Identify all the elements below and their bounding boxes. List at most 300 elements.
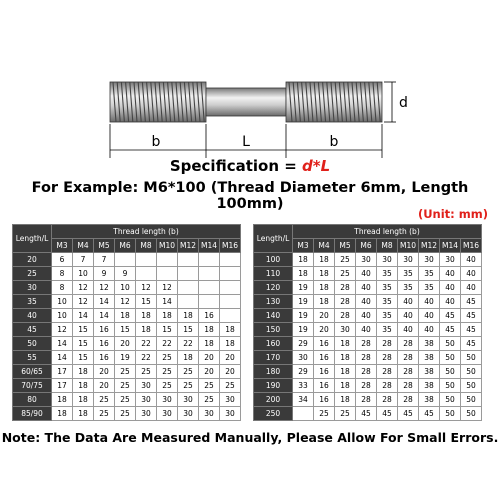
row-length: 160 [254, 337, 293, 351]
stud-bolt-diagram [0, 0, 500, 160]
size-header-m3: M3 [52, 239, 73, 253]
thread-length-cell: 18 [73, 379, 94, 393]
thread-length-cell: 18 [314, 267, 335, 281]
thread-length-cell: 12 [94, 281, 115, 295]
row-length: 150 [254, 323, 293, 337]
thread-length-cell: 25 [335, 253, 356, 267]
thread-length-cell: 40 [440, 267, 461, 281]
row-length: 140 [254, 309, 293, 323]
table-row [13, 309, 241, 323]
thread-length-cell [157, 253, 178, 267]
thread-length-cell: 14 [94, 309, 115, 323]
thread-length-cell: 50 [440, 393, 461, 407]
thread-length-cell: 18 [293, 267, 314, 281]
thread-length-cell: 40 [356, 267, 377, 281]
row-length: 190 [254, 379, 293, 393]
thread-length-cell: 9 [115, 267, 136, 281]
thread-length-cell: 50 [461, 393, 482, 407]
thread-length-cell: 35 [377, 323, 398, 337]
size-header-m8: M8 [136, 239, 157, 253]
thread-length-cell: 40 [356, 295, 377, 309]
spec-formula: d*L [302, 157, 331, 175]
thread-length-cell: 35 [398, 281, 419, 295]
thread-length-cell [178, 281, 199, 295]
thread-length-cell: 18 [73, 393, 94, 407]
thread-length-cell: 10 [73, 267, 94, 281]
thread-length-cell: 16 [314, 379, 335, 393]
table-row [254, 337, 482, 351]
thread-length-cell: 30 [398, 253, 419, 267]
specification-line [0, 157, 500, 175]
table-row [13, 253, 241, 267]
thread-length-cell: 7 [94, 253, 115, 267]
table-row [254, 393, 482, 407]
table-row [13, 323, 241, 337]
thread-length-cell: 18 [73, 407, 94, 421]
thread-length-cell: 30 [377, 253, 398, 267]
thread-length-header: Thread length (b) [52, 225, 241, 239]
table-row [13, 379, 241, 393]
row-length: 170 [254, 351, 293, 365]
thread-length-cell: 15 [115, 323, 136, 337]
thread-length-cell: 50 [440, 351, 461, 365]
thread-length-cell: 40 [419, 295, 440, 309]
thread-length-cell: 33 [293, 379, 314, 393]
thread-length-cell: 18 [157, 309, 178, 323]
thread-length-cell: 38 [419, 393, 440, 407]
thread-length-cell: 29 [293, 365, 314, 379]
table-row [254, 323, 482, 337]
length-header: Length/L [13, 225, 52, 253]
row-length: 30 [13, 281, 52, 295]
thread-length-cell: 50 [461, 351, 482, 365]
thread-length-cell: 20 [115, 337, 136, 351]
thread-length-cell [220, 253, 241, 267]
thread-length-cell: 18 [335, 379, 356, 393]
thread-length-cell: 18 [220, 323, 241, 337]
thread-length-cell: 19 [293, 309, 314, 323]
thread-length-cell: 30 [136, 379, 157, 393]
size-header-m6: M6 [115, 239, 136, 253]
thread-length-cell: 30 [157, 407, 178, 421]
thread-length-cell: 16 [94, 337, 115, 351]
thread-length-cell: 7 [73, 253, 94, 267]
thread-length-cell: 34 [293, 393, 314, 407]
thread-length-cell: 30 [136, 407, 157, 421]
thread-length-cell: 25 [335, 407, 356, 421]
thread-length-cell: 10 [115, 281, 136, 295]
thread-length-cell: 38 [419, 337, 440, 351]
thread-length-cell: 15 [73, 323, 94, 337]
thread-length-cell: 40 [461, 253, 482, 267]
size-header-m5: M5 [94, 239, 115, 253]
thread-length-cell: 10 [52, 309, 73, 323]
thread-length-cell [178, 267, 199, 281]
thread-length-cell: 18 [314, 295, 335, 309]
row-length: 70/75 [13, 379, 52, 393]
thread-length-cell: 18 [293, 253, 314, 267]
thread-length-cell: 25 [115, 393, 136, 407]
thread-length-cell: 25 [157, 379, 178, 393]
size-header-m16: M16 [220, 239, 241, 253]
thread-length-cell: 12 [52, 323, 73, 337]
row-length: 130 [254, 295, 293, 309]
thread-length-cell [199, 253, 220, 267]
thread-length-cell: 28 [356, 351, 377, 365]
thread-length-cell: 18 [335, 365, 356, 379]
row-length: 25 [13, 267, 52, 281]
size-header-m4: M4 [73, 239, 94, 253]
thread-length-cell: 35 [377, 295, 398, 309]
thread-length-cell: 16 [199, 309, 220, 323]
thread-length-cell: 9 [94, 267, 115, 281]
thread-length-cell: 18 [314, 281, 335, 295]
thread-length-cell: 28 [335, 281, 356, 295]
thread-length-cell: 15 [136, 295, 157, 309]
thread-length-cell: 50 [461, 379, 482, 393]
thread-length-cell: 30 [356, 253, 377, 267]
thread-length-cell: 22 [136, 337, 157, 351]
table-row [13, 267, 241, 281]
thread-length-cell: 35 [377, 281, 398, 295]
size-header-m12: M12 [178, 239, 199, 253]
size-header-m10: M10 [398, 239, 419, 253]
thread-length-cell: 25 [178, 365, 199, 379]
thread-length-cell: 25 [94, 393, 115, 407]
table-row [254, 365, 482, 379]
thread-length-cell: 25 [220, 379, 241, 393]
thread-length-cell: 38 [419, 379, 440, 393]
size-header-m10: M10 [157, 239, 178, 253]
thread-length-cell: 22 [157, 337, 178, 351]
thread-length-cell: 18 [178, 351, 199, 365]
row-length: 40 [13, 309, 52, 323]
thread-length-cell [220, 295, 241, 309]
table-row [13, 337, 241, 351]
thread-length-cell: 12 [73, 295, 94, 309]
thread-length-cell: 25 [136, 365, 157, 379]
thread-length-cell: 10 [52, 295, 73, 309]
thread-length-cell: 30 [157, 393, 178, 407]
thread-length-cell: 22 [136, 351, 157, 365]
thread-length-cell: 28 [398, 365, 419, 379]
thread-length-cell: 45 [461, 337, 482, 351]
table-row [13, 281, 241, 295]
thread-length-cell: 18 [136, 309, 157, 323]
row-length: 60/65 [13, 365, 52, 379]
thread-length-cell: 18 [52, 407, 73, 421]
thread-length-cell: 28 [335, 295, 356, 309]
disclaimer-note: Note: The Data Are Measured Manually, Please Allow For Small Errors. [1, 430, 499, 445]
table-row [254, 379, 482, 393]
thread-length-cell: 25 [199, 393, 220, 407]
thread-length-table-right [253, 224, 482, 421]
thread-length-cell: 25 [178, 379, 199, 393]
thread-length-cell [199, 295, 220, 309]
thread-length-cell: 40 [440, 295, 461, 309]
thread-length-cell: 28 [377, 365, 398, 379]
thread-length-cell: 28 [398, 393, 419, 407]
thread-length-cell: 14 [73, 309, 94, 323]
thread-length-cell: 40 [356, 309, 377, 323]
thread-length-cell: 28 [377, 351, 398, 365]
table-row [254, 351, 482, 365]
thread-length-cell: 14 [157, 295, 178, 309]
thread-length-cell: 16 [314, 365, 335, 379]
thread-length-cell: 14 [52, 337, 73, 351]
thread-length-cell: 18 [178, 309, 199, 323]
table-row [13, 295, 241, 309]
table-row [13, 407, 241, 421]
thread-length-cell: 12 [115, 295, 136, 309]
thread-length-cell [136, 253, 157, 267]
thread-length-cell: 28 [335, 309, 356, 323]
thread-length-cell [220, 281, 241, 295]
thread-length-cell: 20 [199, 365, 220, 379]
thread-length-cell: 8 [52, 267, 73, 281]
thread-length-cell: 40 [440, 281, 461, 295]
thread-length-cell: 45 [461, 323, 482, 337]
thread-length-cell: 45 [440, 309, 461, 323]
thread-length-cell: 20 [94, 365, 115, 379]
thread-length-cell: 28 [377, 379, 398, 393]
thread-length-cell [178, 295, 199, 309]
thread-length-cell: 38 [419, 351, 440, 365]
thread-length-cell: 18 [115, 309, 136, 323]
thread-length-cell: 25 [199, 379, 220, 393]
thread-length-cell: 45 [461, 309, 482, 323]
size-header-m5: M5 [335, 239, 356, 253]
thread-length-cell: 28 [356, 379, 377, 393]
row-length: 55 [13, 351, 52, 365]
thread-length-cell: 45 [356, 407, 377, 421]
thread-length-cell [199, 267, 220, 281]
row-length: 35 [13, 295, 52, 309]
thread-length-cell: 14 [52, 351, 73, 365]
thread-length-cell: 40 [461, 281, 482, 295]
unit-label: (Unit: mm) [417, 207, 488, 221]
row-length: 80 [13, 393, 52, 407]
thread-length-cell: 25 [115, 407, 136, 421]
thread-length-cell: 30 [136, 393, 157, 407]
thread-length-cell [199, 281, 220, 295]
thread-length-cell: 19 [115, 351, 136, 365]
thread-length-cell: 18 [335, 337, 356, 351]
thread-length-cell: 40 [356, 281, 377, 295]
table-row [13, 351, 241, 365]
thread-length-cell: 28 [356, 393, 377, 407]
table-row [13, 365, 241, 379]
thread-length-cell: 25 [157, 351, 178, 365]
thread-length-cell: 28 [356, 365, 377, 379]
thread-length-cell: 45 [461, 295, 482, 309]
thread-length-cell: 30 [178, 393, 199, 407]
thread-length-cell: 15 [73, 337, 94, 351]
thread-length-cell: 40 [398, 323, 419, 337]
size-header-m12: M12 [419, 239, 440, 253]
thread-length-cell: 28 [398, 337, 419, 351]
size-header-m16: M16 [461, 239, 482, 253]
thread-length-cell: 12 [73, 281, 94, 295]
thread-length-cell: 16 [314, 337, 335, 351]
thread-length-cell: 22 [178, 337, 199, 351]
thread-length-header: Thread length (b) [293, 225, 482, 239]
thread-length-cell: 40 [419, 309, 440, 323]
thread-length-cell: 30 [335, 323, 356, 337]
thread-length-cell [157, 267, 178, 281]
thread-length-cell: 25 [115, 379, 136, 393]
dim-b-left: b [151, 134, 161, 150]
thread-length-cell: 30 [199, 407, 220, 421]
thread-length-cell: 30 [419, 253, 440, 267]
thread-length-cell: 35 [419, 267, 440, 281]
thread-length-cell: 28 [377, 393, 398, 407]
size-header-m14: M14 [440, 239, 461, 253]
thread-length-cell: 16 [94, 351, 115, 365]
thread-length-cell: 18 [314, 253, 335, 267]
row-length: 110 [254, 267, 293, 281]
row-length: 120 [254, 281, 293, 295]
thread-length-cell: 28 [398, 351, 419, 365]
thread-length-cell: 16 [94, 323, 115, 337]
table-row [13, 393, 241, 407]
row-length: 20 [13, 253, 52, 267]
thread-length-cell: 12 [136, 281, 157, 295]
thread-length-cell: 30 [293, 351, 314, 365]
thread-length-cell: 17 [52, 379, 73, 393]
thread-length-cell: 25 [115, 365, 136, 379]
shaft-middle [206, 88, 286, 116]
thread-length-cell: 18 [335, 393, 356, 407]
size-header-m6: M6 [356, 239, 377, 253]
thread-length-cell: 30 [178, 407, 199, 421]
thread-length-cell: 50 [440, 365, 461, 379]
thread-length-cell: 45 [398, 407, 419, 421]
thread-length-cell: 45 [419, 407, 440, 421]
thread-length-cell: 50 [440, 407, 461, 421]
thread-length-cell: 16 [314, 351, 335, 365]
thread-length-cell: 12 [157, 281, 178, 295]
thread-length-cell: 25 [157, 365, 178, 379]
thread-length-cell [115, 253, 136, 267]
row-length: 180 [254, 365, 293, 379]
thread-length-cell: 40 [461, 267, 482, 281]
thread-length-cell: 15 [73, 351, 94, 365]
thread-length-cell: 30 [440, 253, 461, 267]
size-header-m3: M3 [293, 239, 314, 253]
thread-length-table-left [12, 224, 241, 421]
dim-d: d [399, 95, 408, 111]
dim-L: L [242, 134, 250, 150]
thread-length-cell: 16 [314, 393, 335, 407]
thread-length-cell [136, 267, 157, 281]
thread-length-cell: 15 [157, 323, 178, 337]
thread-length-cell: 28 [398, 379, 419, 393]
thread-length-cell: 25 [335, 267, 356, 281]
thread-length-cell [293, 407, 314, 421]
thread-length-cell: 20 [94, 379, 115, 393]
row-length: 85/90 [13, 407, 52, 421]
row-length: 100 [254, 253, 293, 267]
thread-length-cell: 25 [94, 407, 115, 421]
size-header-m8: M8 [377, 239, 398, 253]
thread-length-cell: 35 [377, 267, 398, 281]
row-length: 50 [13, 337, 52, 351]
thread-length-cell: 30 [220, 407, 241, 421]
thread-length-cell: 19 [293, 281, 314, 295]
length-header: Length/L [254, 225, 293, 253]
thread-length-cell: 20 [314, 309, 335, 323]
thread-length-cell: 50 [461, 365, 482, 379]
size-header-m4: M4 [314, 239, 335, 253]
thread-length-cell [220, 267, 241, 281]
thread-length-cell: 20 [220, 351, 241, 365]
row-length: 45 [13, 323, 52, 337]
thread-length-cell: 19 [293, 323, 314, 337]
thread-length-cell: 18 [335, 351, 356, 365]
thread-length-cell: 6 [52, 253, 73, 267]
thread-length-cell: 35 [419, 281, 440, 295]
thread-length-cell: 35 [398, 267, 419, 281]
thread-length-cell: 50 [440, 379, 461, 393]
row-length: 200 [254, 393, 293, 407]
thread-length-cell: 40 [356, 323, 377, 337]
table-row [254, 281, 482, 295]
thread-length-cell: 50 [461, 407, 482, 421]
table-row [254, 253, 482, 267]
thread-length-cell: 35 [377, 309, 398, 323]
table-row [254, 309, 482, 323]
thread-length-cell: 18 [136, 323, 157, 337]
thread-length-cell: 17 [52, 365, 73, 379]
thread-length-cell: 40 [398, 309, 419, 323]
example-line: For Example: M6*100 (Thread Diameter 6mm, Length 100mm) [31, 180, 469, 212]
thread-length-cell: 30 [220, 393, 241, 407]
table-row [254, 267, 482, 281]
spec-prefix: Specification = [169, 157, 303, 175]
thread-length-cell: 20 [314, 323, 335, 337]
thread-length-cell: 38 [419, 365, 440, 379]
thread-length-cell: 20 [199, 351, 220, 365]
thread-length-cell: 18 [199, 323, 220, 337]
thread-length-cell: 19 [293, 295, 314, 309]
dim-b-right: b [329, 134, 339, 150]
table-row [254, 295, 482, 309]
thread-length-cell: 15 [178, 323, 199, 337]
thread-length-cell: 40 [419, 323, 440, 337]
thread-length-cell: 18 [52, 393, 73, 407]
thread-length-cell [220, 309, 241, 323]
thread-length-cell: 28 [356, 337, 377, 351]
thread-length-cell [178, 253, 199, 267]
thread-length-cell: 20 [220, 365, 241, 379]
thread-length-cell: 18 [73, 365, 94, 379]
thread-length-cell: 40 [398, 295, 419, 309]
thread-length-cell: 14 [94, 295, 115, 309]
thread-length-cell: 29 [293, 337, 314, 351]
thread-length-cell: 45 [440, 323, 461, 337]
thread-length-cell: 8 [52, 281, 73, 295]
thread-length-cell: 45 [377, 407, 398, 421]
row-length: 250 [254, 407, 293, 421]
thread-length-cell: 18 [220, 337, 241, 351]
thread-length-cell: 18 [199, 337, 220, 351]
thread-length-cell: 50 [440, 337, 461, 351]
table-row [254, 407, 482, 421]
thread-length-cell: 25 [314, 407, 335, 421]
thread-length-cell: 28 [377, 337, 398, 351]
size-header-m14: M14 [199, 239, 220, 253]
